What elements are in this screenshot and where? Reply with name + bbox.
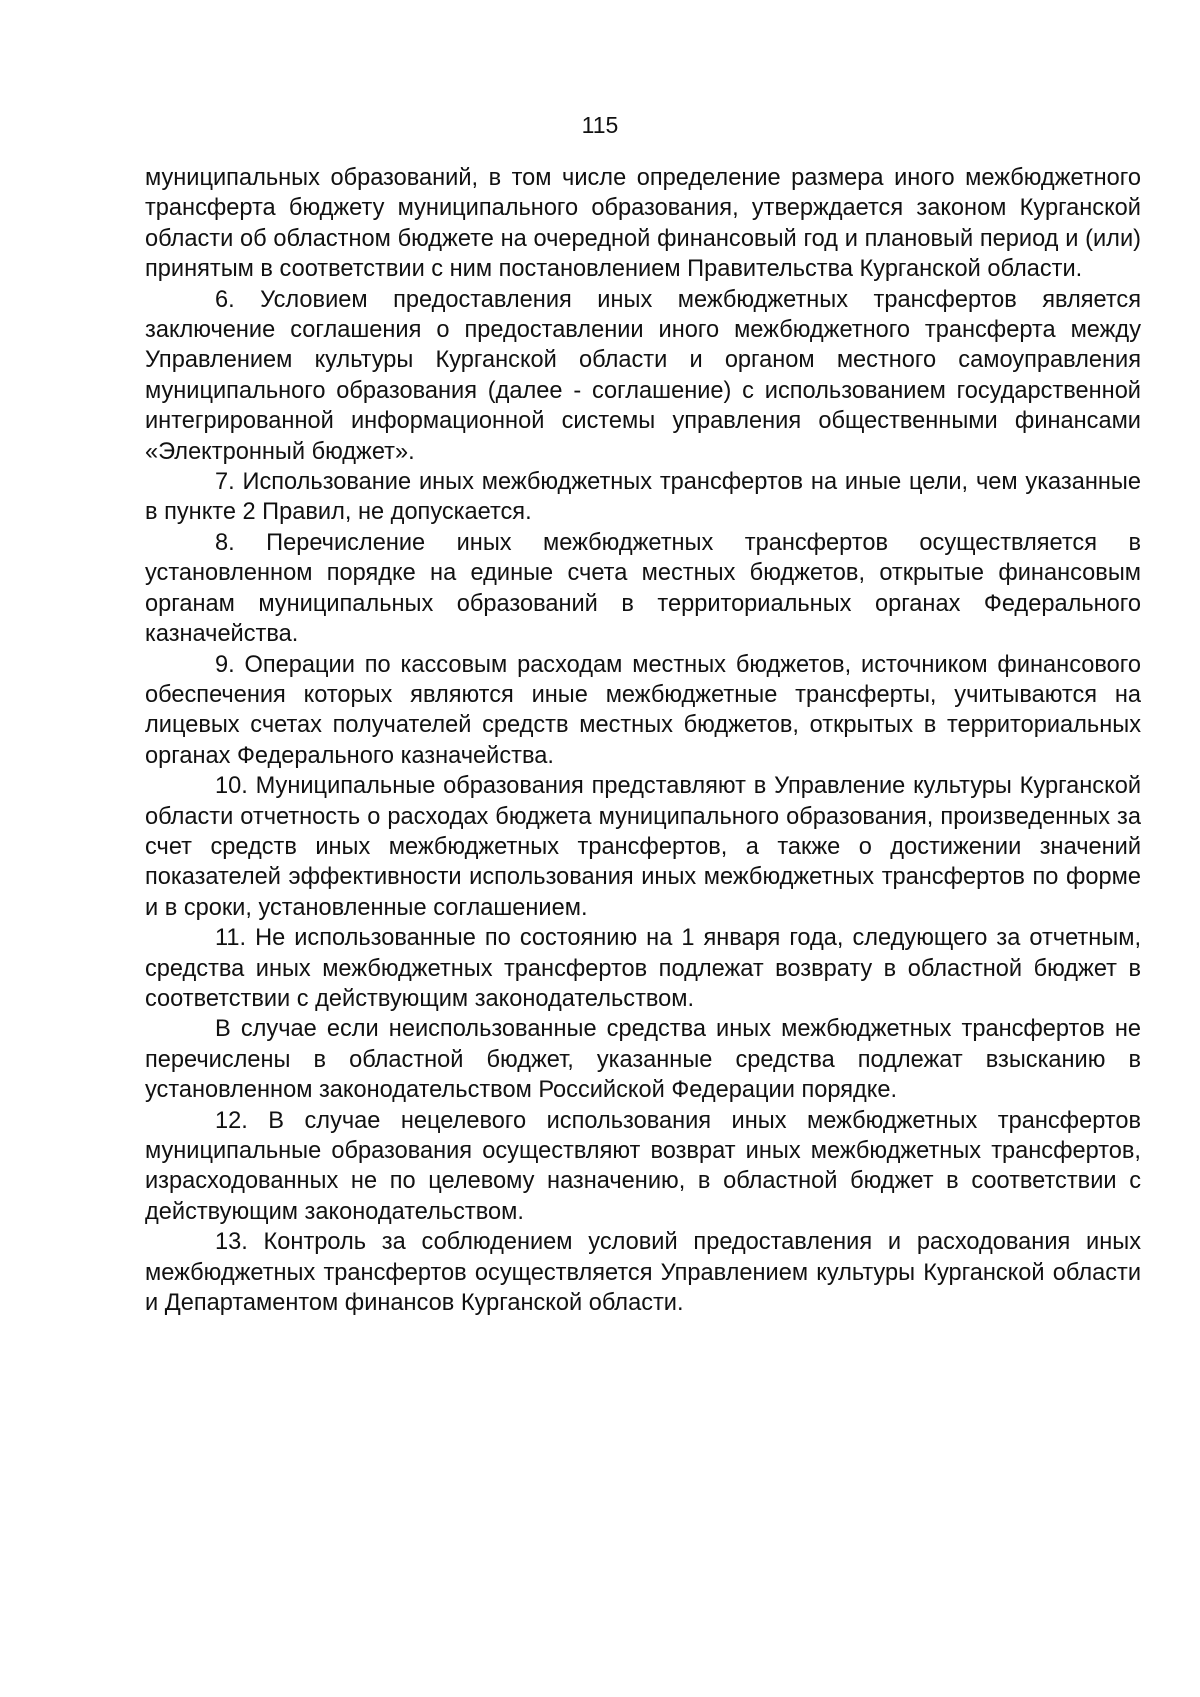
paragraph-9: 9. Операции по кассовым расходам местных бюджетов, источником финансового обеспечения которых являются иные межбюджетные трансферты, учитываются на лицевых счетах получателей средств местных бюджетов, открытых в территориальных органах Федерального казначейства. [145,651,1141,769]
document-body [145,163,1141,1318]
paragraph-10: 10. Муниципальные образования представляют в Управление культуры Курганской области отчетность о расходах бюджета муниципального образования, произведенных за счет средств иных межбюджетных трансфертов, а также о достижении значений показателей эффективности использования иных межбюджетных трансфертов по форме и в сроки, установленные соглашением. [145,773,1141,921]
paragraph-12: 12. В случае нецелевого использования иных межбюджетных трансфертов муниципальные образования осуществляют возврат иных межбюджетных трансфертов, израсходованных не по целевому назначению, в областной бюджет в соответствии с действующим законодательством. [145,1107,1141,1225]
paragraph-8: 8. Перечисление иных межбюджетных трансфертов осуществляется в установленном порядке на единые счета местных бюджетов, открытые финансовым органам муниципальных образований в территориальных органах Федерального казначейства. [145,529,1141,648]
paragraph-6: 6. Условием предоставления иных межбюджетных трансфертов является заключение соглашения о предоставлении иного межбюджетного трансферта между Управлением культуры Курганской области и органом местного самоуправления муниципального образования (далее - соглашение) с использованием государственной интегрированной информационной системы управления общественными финансами «Электронный бюджет». [145,286,1141,465]
paragraph-11: 11. Не использованные по состоянию на 1 января года, следующего за отчетным, средства иных межбюджетных трансфертов подлежат возврату в областной бюджет в соответствии с действующим законодательством. [145,925,1141,1012]
paragraph-11-addendum: В случае если неиспользованные средства иных межбюджетных трансфертов не перечислены в областной бюджет, указанные средства подлежат взысканию в установленном законодательством Российской Федерации порядке. [145,1016,1141,1104]
paragraph-13: 13. Контроль за соблюдением условий предоставления и расходования иных межбюджетных трансфертов осуществляется Управлением культуры Курганской области и Департаментом финансов Курганской области. [145,1229,1141,1317]
page-number: 115 [581,112,619,138]
paragraph-7: 7. Использование иных межбюджетных трансфертов на иные цели, чем указанные в пункте 2 Правил, не допускается. [145,469,1141,526]
paragraph-continuation: муниципальных образований, в том числе определение размера иного межбюджетного трансферта бюджету муниципального образования, утверждается законом Курганской области об областном бюджете на очередной финансовый год и плановый период и (или) принятым в соответствии с ним постановлением Правительства Курганской области. [145,165,1141,283]
